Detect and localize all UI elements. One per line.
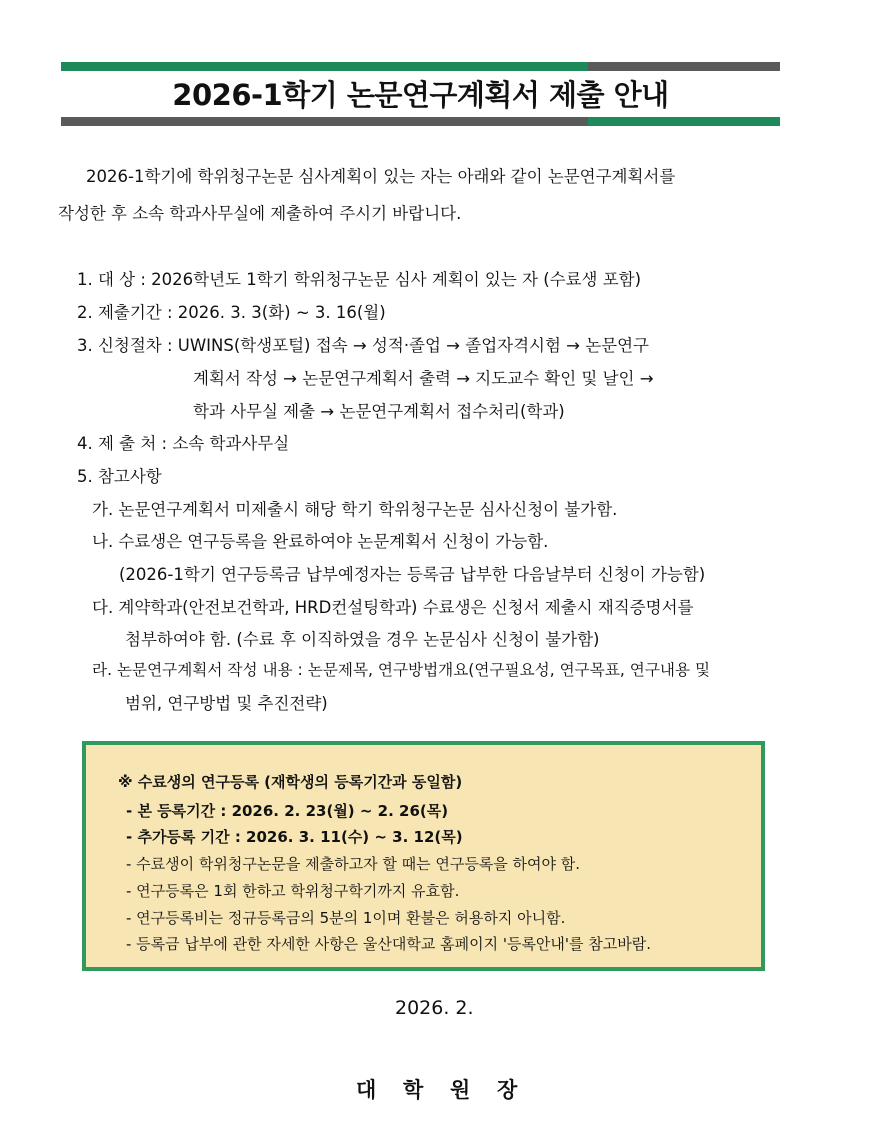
box-line-3: - 연구등록비는 정규등록금의 5분의 1이며 환불은 허용하지 아니함. (126, 909, 566, 927)
note-na-2: (2026-1학기 연구등록금 납부예정자는 등록금 납부한 다음날부터 신청이 가능함) (119, 565, 706, 584)
item-target: 1. 대 상 : 2026학년도 1학기 학위청구논문 심사 계획이 있는 자 (수료생 포함) (77, 270, 642, 289)
signature-char: 대 (356, 1078, 379, 1102)
bottom-bar-green-segment (588, 117, 780, 126)
box-extra-period: - 추가등록 기간 : 2026. 3. 11(수) ~ 3. 12(목) (126, 828, 463, 846)
page-title: 2026-1학기 논문연구계획서 제출 안내 (172, 78, 669, 112)
note-na-1: 나. 수료생은 연구등록을 완료하여야 논문계획서 신청이 가능함. (92, 532, 549, 551)
intro-line-2: 작성한 후 소속 학과사무실에 제출하여 주시기 바랍니다. (58, 204, 462, 223)
box-main-period: - 본 등록기간 : 2026. 2. 23(월) ~ 2. 26(목) (126, 802, 449, 820)
bottom-divider-bar (61, 117, 780, 126)
top-divider-bar (61, 62, 780, 71)
intro-line-1: 2026-1학기에 학위청구논문 심사계획이 있는 자는 아래와 같이 논문연구계획서를 (86, 167, 676, 186)
box-line-4: - 등록금 납부에 관한 자세한 사항은 울산대학교 홈페이지 '등록안내'를 참고바람. (126, 935, 652, 953)
note-da-1: 다. 계약학과(안전보건학과, HRD컨설팅학과) 수료생은 신청서 제출시 재직증명서를 (92, 598, 694, 617)
signature-dean (356, 1074, 544, 1104)
top-bar-green-segment (61, 62, 588, 71)
note-da-2: 첨부하여야 함. (수료 후 이직하였을 경우 논문심사 신청이 불가함) (125, 630, 600, 649)
bottom-bar-gray-segment (61, 117, 588, 126)
item-procedure-3: 학과 사무실 제출 → 논문연구계획서 접수처리(학과) (193, 402, 565, 421)
item-procedure-1: 3. 신청절차 : UWINS(학생포털) 접속 → 성적·졸업 → 졸업자격시험 → 논문연구 (77, 336, 649, 355)
item-period: 2. 제출기간 : 2026. 3. 3(화) ~ 3. 16(월) (77, 303, 386, 322)
note-ga: 가. 논문연구계획서 미제출시 해당 학기 학위청구논문 심사신청이 불가함. (92, 500, 618, 519)
note-ra-1: 라. 논문연구계획서 작성 내용 : 논문제목, 연구방법개요(연구필요성, 연구목표, 연구내용 및 (92, 661, 711, 679)
issue-date: 2026. 2. (395, 997, 474, 1019)
box-line-1: - 수료생이 학위청구논문을 제출하고자 할 때는 연구등록을 하여야 함. (126, 855, 581, 873)
signature-char: 장 (497, 1078, 520, 1102)
note-ra-2: 범위, 연구방법 및 추진전략) (125, 694, 328, 713)
signature-char: 원 (450, 1078, 473, 1102)
box-line-2: - 연구등록은 1회 한하고 학위청구학기까지 유효함. (126, 882, 460, 900)
box-heading: ※ 수료생의 연구등록 (재학생의 등록기간과 동일함) (118, 773, 463, 791)
signature-char: 학 (403, 1078, 426, 1102)
item-procedure-2: 계획서 작성 → 논문연구계획서 출력 → 지도교수 확인 및 날인 → (193, 369, 654, 388)
top-bar-gray-segment (588, 62, 780, 71)
research-registration-box (82, 741, 765, 971)
item-place: 4. 제 출 처 : 소속 학과사무실 (77, 434, 290, 453)
notes-heading: 5. 참고사항 (77, 467, 162, 486)
